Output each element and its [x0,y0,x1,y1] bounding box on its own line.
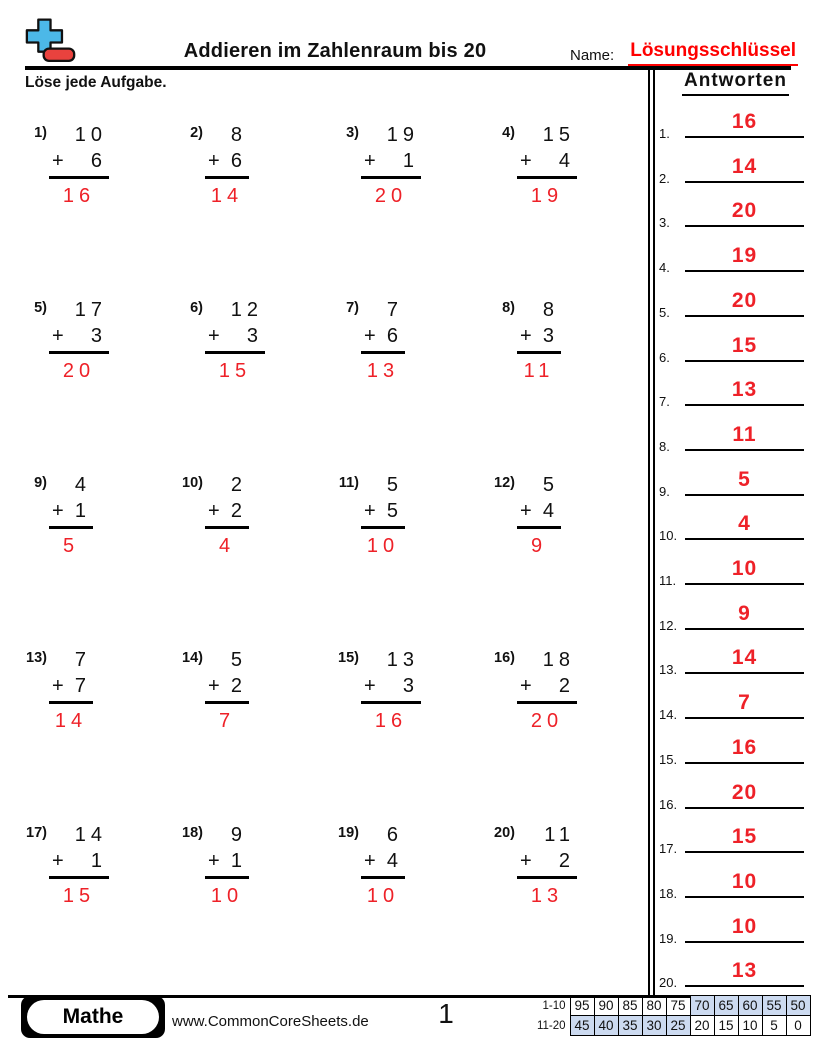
answer-value: 14 [731,154,758,178]
problem-number-label: 12) [494,475,515,491]
answer-value: 16 [731,735,758,759]
answer-number-label: 12. [659,617,678,633]
minus-icon [44,49,75,61]
addend-top: 5 [542,474,559,496]
addend-bottom-row [205,323,265,354]
answer-item [655,644,816,678]
problem-work [517,297,561,384]
problem-number-label: 14) [182,650,203,666]
problem-work [361,472,405,559]
problem-answer: 16 [62,185,96,207]
score-cell: 95 [570,996,594,1016]
answer-line [685,377,804,406]
answer-item [655,555,816,588]
score-cell: 5 [762,1016,786,1036]
problem [493,472,649,647]
problem [25,122,181,297]
addend-bottom: 6 [386,325,403,347]
problem [25,822,181,997]
answer-item [655,823,816,857]
problem [493,647,649,822]
answer-item [655,153,816,186]
answer-item [655,332,816,365]
answer-value: 20 [731,288,758,312]
score-table-body [530,996,810,1036]
problem [25,472,181,647]
addend-top: 17 [74,299,107,321]
addend-top: 2 [230,474,247,496]
score-range-label: 1-10 [542,999,566,1012]
answer-number-label: 8. [659,438,670,454]
plus-operator: + [52,500,64,522]
addend-top: 15 [542,124,575,146]
problem-number-label: 3) [346,125,359,141]
addend-bottom: 2 [230,500,247,522]
answer-line [685,869,804,898]
addend-bottom-row [205,498,249,529]
addend-top: 5 [230,649,247,671]
answer-line [685,333,804,362]
problem-answer: 20 [530,710,564,732]
subject-badge-label: Mathe [27,1000,159,1034]
addend-top: 7 [386,299,403,321]
problem-answer: 5 [62,535,80,557]
page-number: 1 [438,998,454,1029]
problem-work [517,472,561,559]
plus-operator: + [208,675,220,697]
answer-item [655,600,816,633]
problem-answer: 16 [374,710,408,732]
problems-grid [25,122,640,997]
score-cell: 90 [594,996,618,1016]
addend-bottom: 3 [402,675,419,697]
answer-number-label: 15. [659,751,678,767]
answer-number-label: 17. [659,841,678,857]
problem-work [49,472,93,559]
problem-work [361,647,421,734]
problem-number-label: 19) [338,825,359,841]
score-cell: 30 [642,1016,666,1036]
answer-line [685,422,804,451]
addend-bottom: 6 [90,150,107,172]
problem-number-label: 20) [494,825,515,841]
plus-operator: + [364,325,376,347]
problem-work [517,647,577,734]
addend-bottom: 2 [558,675,575,697]
plus-operator: + [520,850,532,872]
score-cell: 45 [570,1016,594,1036]
addend-bottom: 4 [542,500,559,522]
answer-value: 16 [731,110,758,133]
name-label: Name: [570,47,615,64]
score-cell: 80 [642,996,666,1016]
answer-number-label: 19. [659,930,678,946]
answer-number-label: 16. [659,796,678,812]
addend-top: 5 [386,474,403,496]
problem [181,647,337,822]
problem-number-label: 2) [190,125,203,141]
problem-answer: 10 [366,885,400,907]
addend-bottom-row [205,848,249,879]
problem [337,122,493,297]
addend-bottom: 1 [90,850,107,872]
addend-top: 12 [230,299,263,321]
answer-number-label: 10. [659,528,678,544]
addend-bottom-row [49,673,93,704]
plus-icon [27,20,62,52]
answer-item [655,779,816,812]
addend-bottom-row [517,673,577,704]
problem-answer: 9 [530,535,548,557]
addend-bottom: 3 [542,325,559,347]
score-cell: 15 [714,1016,738,1036]
answer-item [655,689,816,723]
plus-operator: + [208,150,220,172]
plus-operator: + [520,500,532,522]
problem-work [205,647,249,734]
addend-bottom: 3 [90,325,107,347]
answer-value: 15 [731,333,758,357]
problem-number-label: 18) [182,825,203,841]
answer-item [655,510,816,544]
problem-number-label: 16) [494,650,515,666]
addend-bottom-row [205,148,249,179]
answer-value: 15 [731,825,758,849]
plus-operator: + [52,850,64,872]
answer-line [685,198,804,227]
addend-bottom: 1 [230,850,247,872]
addend-bottom-row [49,148,109,179]
problem [337,822,493,997]
answer-number-label: 3. [659,215,670,231]
addend-bottom: 3 [246,325,263,347]
answer-item [655,421,816,454]
answer-value: 13 [731,378,758,402]
problem-work [49,647,93,734]
problem-number-label: 6) [190,300,203,316]
problem [337,647,493,822]
addend-top: 8 [230,124,247,146]
answer-line [685,735,804,764]
problem-work [517,122,577,209]
answer-value: 20 [731,199,758,223]
plus-operator: + [364,150,376,172]
score-cell: 60 [738,996,762,1016]
problem-work [205,297,265,384]
answer-line [685,154,804,183]
problem-answer: 14 [210,185,244,207]
answer-number-label: 6. [659,349,670,365]
problem-work [49,297,109,384]
problem-answer: 20 [374,185,408,207]
addend-bottom-row [49,323,109,354]
answer-line [685,243,804,272]
answer-line [685,690,804,719]
plus-operator: + [520,325,532,347]
score-cell: 35 [618,1016,642,1036]
answer-item [655,376,816,410]
problem-answer: 20 [62,360,96,382]
answer-line [685,914,804,943]
problem-number-label: 7) [346,300,359,316]
problem-number-label: 9) [34,475,47,491]
addend-bottom: 7 [74,675,91,697]
problem-answer: 15 [218,360,252,382]
score-cell: 70 [690,996,714,1016]
answer-value: 20 [731,780,758,804]
problem [181,297,337,472]
problem-answer: 13 [530,885,564,907]
problem-work [49,822,109,909]
problem [181,122,337,297]
answer-line [685,467,804,496]
answers-panel [655,0,816,1000]
problem-answer: 11 [523,360,555,382]
score-cell: 55 [762,996,786,1016]
score-range-label: 11-20 [536,1019,566,1032]
addend-bottom: 1 [74,500,91,522]
problem [337,472,493,647]
addend-top: 7 [74,649,91,671]
problem [493,822,649,997]
answer-number-label: 18. [659,885,678,901]
problem-number-label: 5) [34,300,47,316]
addend-top: 18 [542,649,575,671]
answer-value: 10 [731,914,758,938]
problem-number-label: 15) [338,650,359,666]
worksheet-title: Addieren im Zahlenraum bis 20 [183,40,487,62]
problem-answer: 4 [218,535,236,557]
answer-value: 4 [738,512,751,536]
problem [25,297,181,472]
answer-line [685,824,804,853]
plus-operator: + [520,675,532,697]
answer-number-label: 20. [659,975,678,991]
answer-item [655,287,816,320]
addend-bottom: 5 [386,500,403,522]
problem [181,472,337,647]
answer-value: 11 [732,422,757,446]
addend-bottom: 2 [558,850,575,872]
answer-item [655,197,816,231]
answer-value: 13 [731,959,758,983]
problem-work [361,122,421,209]
score-cell: 75 [666,996,690,1016]
plus-operator: + [364,675,376,697]
answer-number-label: 5. [659,304,670,320]
answer-line [685,556,804,585]
addend-bottom-row [517,323,561,354]
addend-bottom: 6 [230,150,247,172]
plus-minus-logo [20,16,78,66]
addend-bottom-row [361,673,421,704]
problem [493,122,649,297]
score-cell: 40 [594,1016,618,1036]
problem-answer: 15 [62,885,96,907]
addend-bottom-row [361,498,405,529]
plus-operator: + [364,500,376,522]
answer-number-label: 1. [659,126,670,141]
problem-answer: 14 [54,710,88,732]
plus-operator: + [364,850,376,872]
score-table [530,995,811,1036]
problem-answer: 10 [366,535,400,557]
answers-title-wrap [655,70,816,96]
plus-operator: + [52,675,64,697]
problem [181,822,337,997]
score-cell: 65 [714,996,738,1016]
score-row [530,1016,810,1036]
problem-number-label: 17) [26,825,47,841]
answer-line [685,109,804,138]
addend-top: 13 [386,649,419,671]
problem-number-label: 13) [26,650,47,666]
addend-bottom: 1 [402,150,419,172]
answer-number-label: 13. [659,662,678,678]
answer-item [655,466,816,499]
plus-operator: + [52,150,64,172]
plus-operator: + [52,325,64,347]
problem-answer: 7 [218,710,236,732]
problem-answer: 19 [530,185,564,207]
addend-bottom-row [49,498,93,529]
answer-value: 14 [731,646,758,670]
answer-item [655,242,816,276]
answer-value: 5 [738,467,751,491]
answer-number-label: 14. [659,707,678,723]
answer-item [655,734,816,767]
answer-item [655,108,816,141]
addend-top: 11 [544,824,575,846]
answer-line [685,601,804,630]
answer-number-label: 2. [659,170,670,186]
answer-line [685,780,804,809]
addend-top: 10 [74,124,107,146]
score-cell: 20 [690,1016,714,1036]
problem [337,297,493,472]
problem-work [205,122,249,209]
addend-bottom-row [361,148,421,179]
problem-work [517,822,577,909]
addend-bottom-row [205,673,249,704]
answer-number-label: 11. [659,573,677,588]
addend-top: 8 [542,299,559,321]
instruction-text: Löse jede Aufgabe. [25,74,167,91]
answer-line [685,645,804,674]
plus-operator: + [208,325,220,347]
answer-line [685,288,804,317]
answer-item [655,957,816,991]
addend-bottom-row [361,848,405,879]
plus-operator: + [208,850,220,872]
website-text: www.CommonCoreSheets.de [172,1013,369,1030]
addend-bottom-row [361,323,405,354]
problem-number-label: 8) [502,300,515,316]
problem [493,297,649,472]
addend-bottom-row [517,848,577,879]
addend-top: 6 [386,824,403,846]
answer-key-label: Lösungsschlüssel [628,40,798,66]
problem-work [205,822,249,909]
answer-value: 10 [731,869,758,893]
score-cell: 25 [666,1016,690,1036]
addend-bottom: 2 [230,675,247,697]
problem-number-label: 1) [34,125,47,141]
answer-number-label: 4. [659,260,670,276]
addend-top: 9 [230,824,247,846]
addend-bottom-row [517,498,561,529]
plus-operator: + [208,500,220,522]
score-cell: 50 [786,996,810,1016]
addend-top: 14 [74,824,107,846]
addend-top: 19 [386,124,419,146]
problem-work [361,822,405,909]
addend-bottom-row [49,848,109,879]
score-cell: 0 [786,1016,810,1036]
addend-bottom: 4 [558,150,575,172]
subject-badge [21,996,165,1038]
score-row [530,996,810,1016]
problem-answer: 10 [210,885,244,907]
score-cell: 10 [738,1016,762,1036]
problem-work [205,472,249,559]
answer-value: 7 [738,691,751,715]
score-cell: 85 [618,996,642,1016]
problem-work [49,122,109,209]
answer-value: 19 [731,244,758,268]
answers-divider [648,68,655,995]
answer-value: 10 [731,557,758,580]
addend-bottom-row [517,148,577,179]
answer-number-label: 7. [659,394,670,410]
answers-title: Antworten [682,70,789,96]
answer-line [685,958,804,987]
problem-answer: 13 [366,360,400,382]
answer-item [655,868,816,901]
problem-number-label: 4) [502,125,515,141]
answer-number-label: 9. [659,483,670,499]
problem-work [361,297,405,384]
score-table-wrap [530,995,811,1036]
addend-top: 4 [74,474,91,496]
addend-bottom: 4 [386,850,403,872]
answer-value: 9 [738,601,751,625]
plus-operator: + [520,150,532,172]
problem-number-label: 11) [338,475,359,491]
problem [25,647,181,822]
answer-item [655,913,816,946]
problem-number-label: 10) [182,475,203,491]
answer-line [685,511,804,540]
